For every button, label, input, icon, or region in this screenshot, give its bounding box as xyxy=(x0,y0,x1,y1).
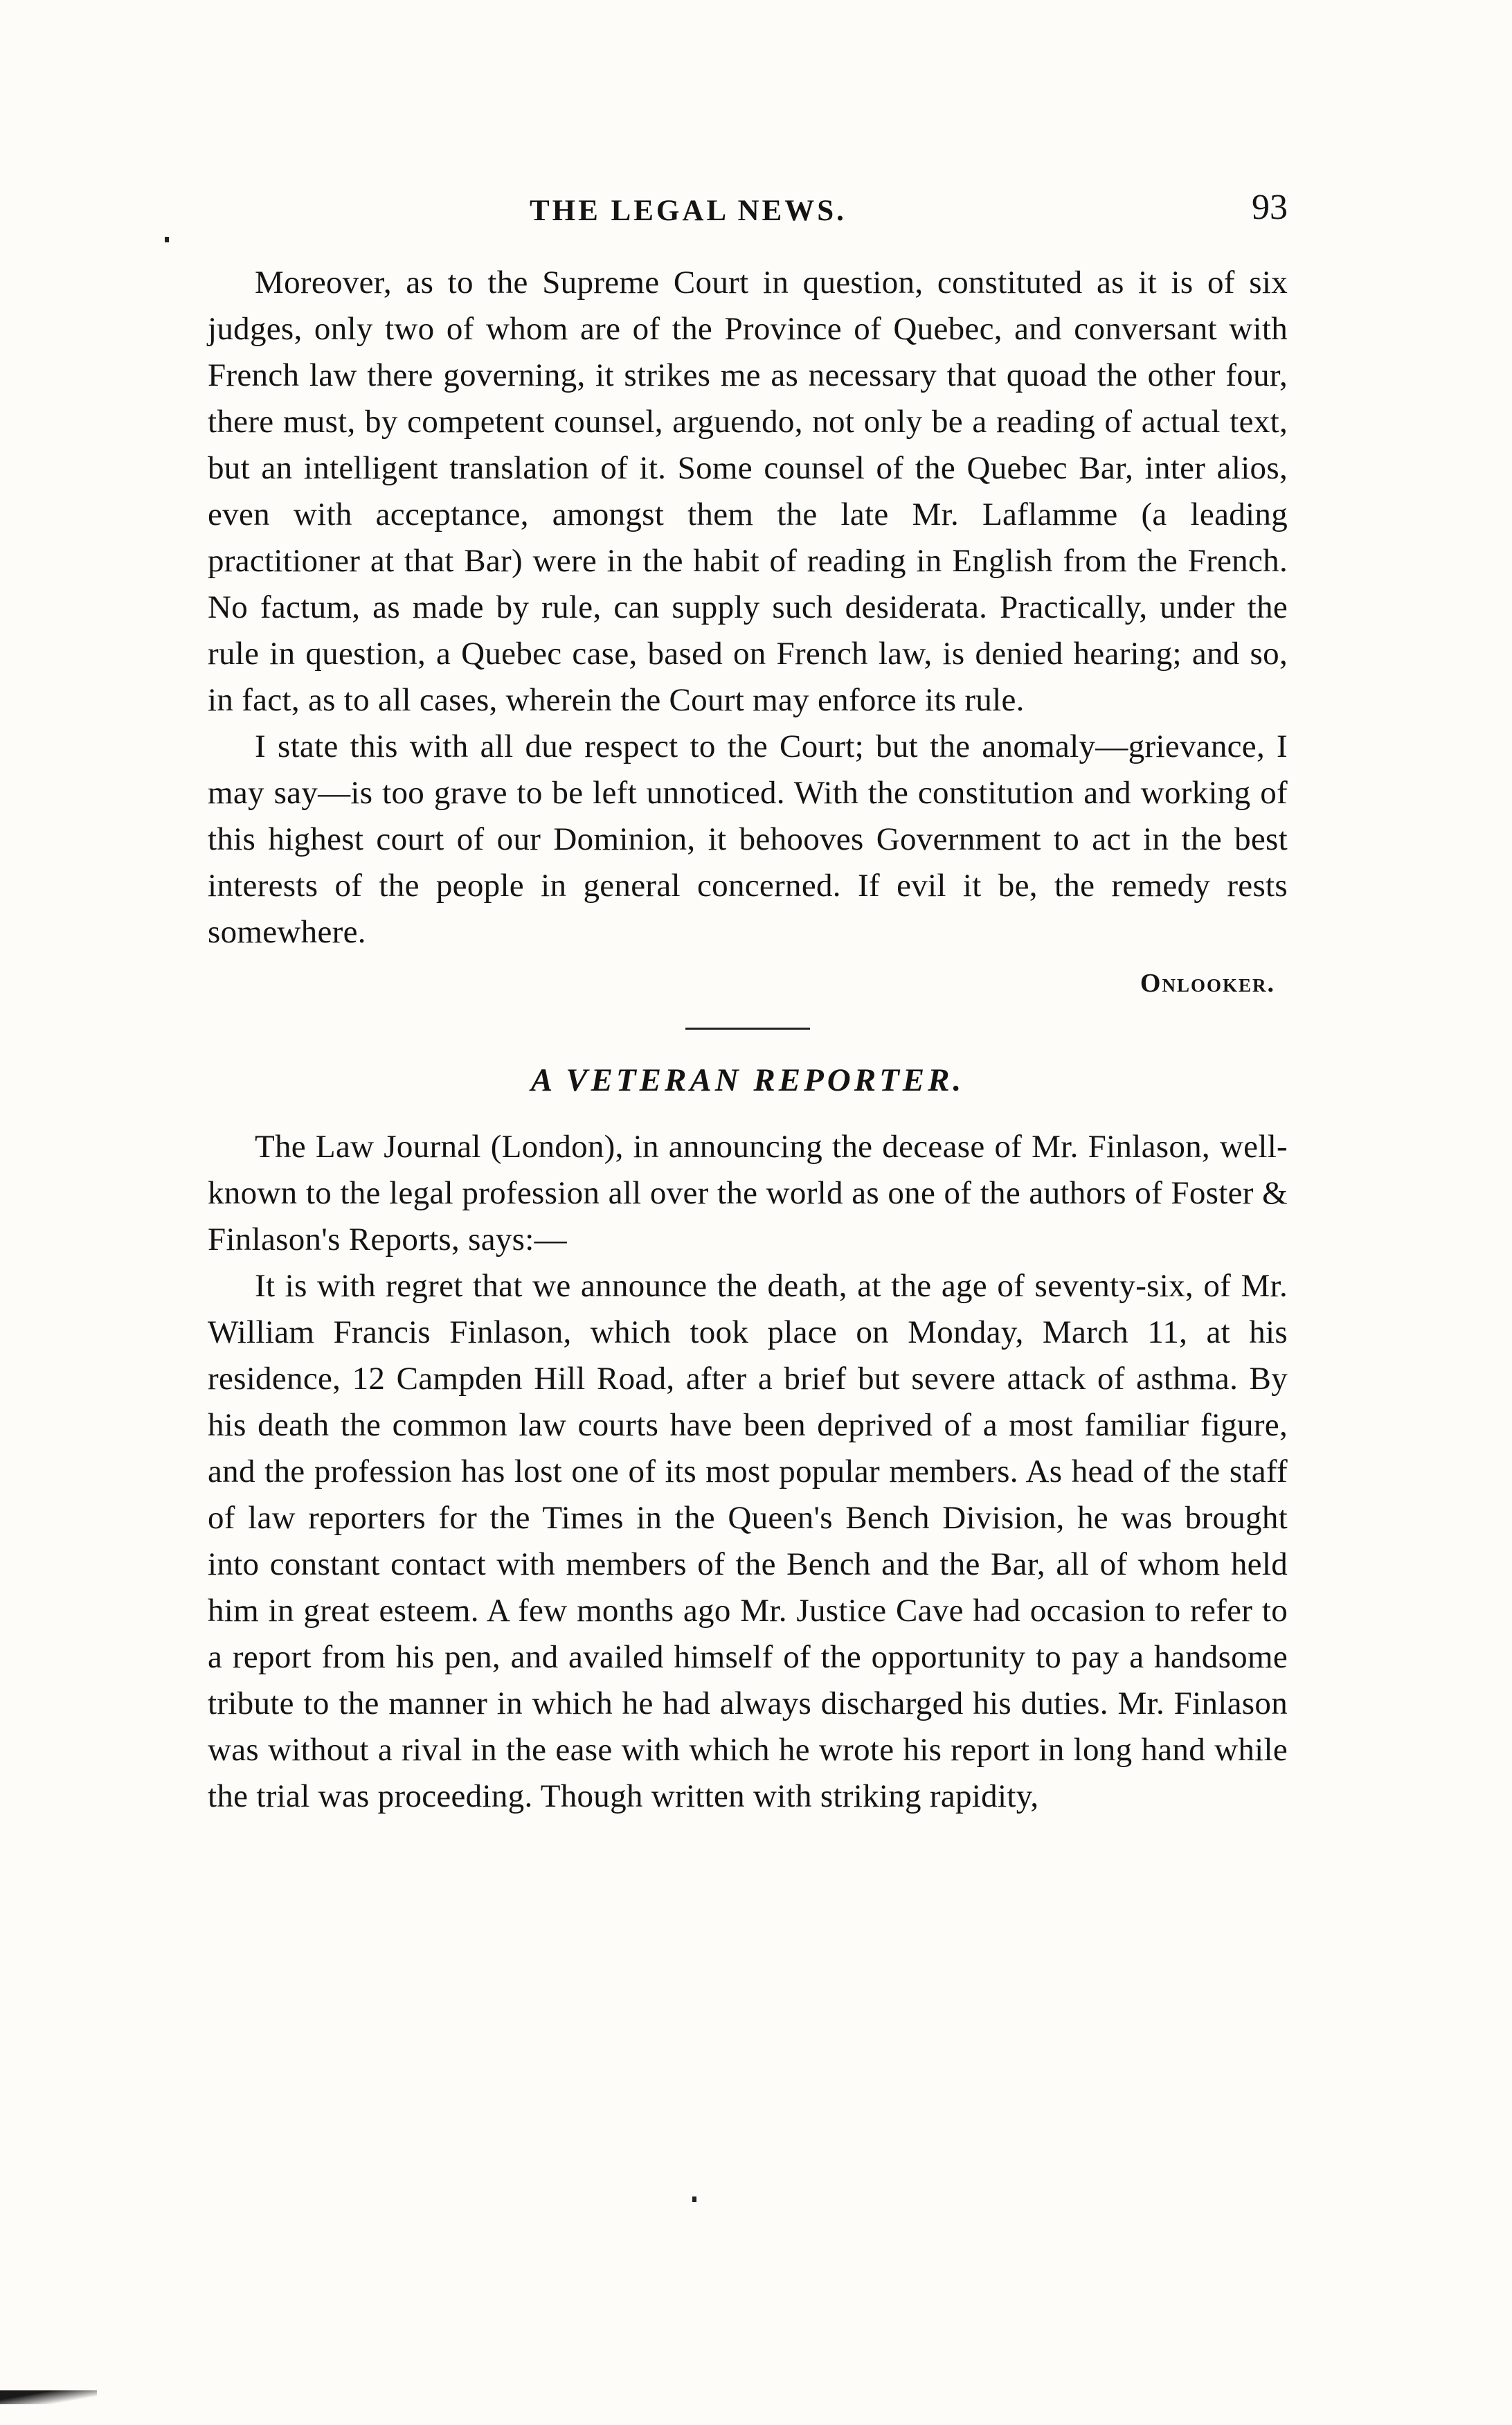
article-intro: The Law Journal (London), in announcing the decease of Mr. Finlason, well-known to the legal profession all over the world as one of the authors of Foster & Finlason's Reports, says:— xyxy=(208,1129,1288,1258)
article-title: A VETERAN REPORTER. xyxy=(530,1062,965,1098)
letter-paragraph-1: Moreover, as to the Supreme Court in question, constituted as it is of six judges, only two of whom are of the Province of Quebec, and conversant with French law there governing, it strikes me as necessary that quoad the other four, there must, by competent counsel, arguendo, not only be a reading of actual text, but an intelligent translation of it. Some counsel of the Quebec Bar, inter alios, even with acceptance, amongst them the late Mr. Laflamme (a leading practitioner at that Bar) were in the habit of reading in English from the French. No factum, as made by rule, can supply such desiderata. Practically, under the rule in question, a Quebec case, based on French law, is denied hearing; and so, in fact, as to all cases, wherein the Court may enforce its rule. xyxy=(208,265,1288,718)
margin-speck xyxy=(692,2196,696,2202)
running-head xyxy=(208,187,1288,242)
letter-signature: Onlooker. xyxy=(1140,969,1275,998)
letter-paragraph-2: I state this with all due respect to the Court; but the anomaly—grievance, I may say—is too grave to be left unnoticed. With the constitution and working of this highest court of our Dominion, it behooves Government to act in the best interests of the people in general concerned. If evil it be, the remedy rests somewhere. xyxy=(208,728,1288,950)
article-quote: It is with regret that we announce the death, at the age of seventy-six, of Mr. William Francis Finlason, which took place on Monday, March 11, at his residence, 12 Campden Hill Road, after a brief but severe attack of asthma. By his death the common law courts have been deprived of a most familiar figure, and the profession has lost one of its most popular members. As head of the staff of law reporters for the Times in the Queen's Bench Division, he was brought into constant contact with members of the Bench and the Bar, all of whom held him in great esteem. A few months ago Mr. Justice Cave had occasion to refer to a report from his pen, and availed himself of the opportunity to pay a handsome tribute to the manner in which he had always discharged his duties. Mr. Finlason was without a rival in the ease with which he wrote his report in long hand while the trial was proceeding. Though written with striking rapidity, xyxy=(208,1268,1288,1814)
margin-speck xyxy=(165,237,169,242)
page-number: 93 xyxy=(1252,188,1288,227)
section-divider xyxy=(685,1028,810,1030)
text-column xyxy=(208,260,1288,1820)
scan-edge-mark xyxy=(0,2390,97,2404)
running-title: THE LEGAL NEWS. xyxy=(530,195,847,227)
